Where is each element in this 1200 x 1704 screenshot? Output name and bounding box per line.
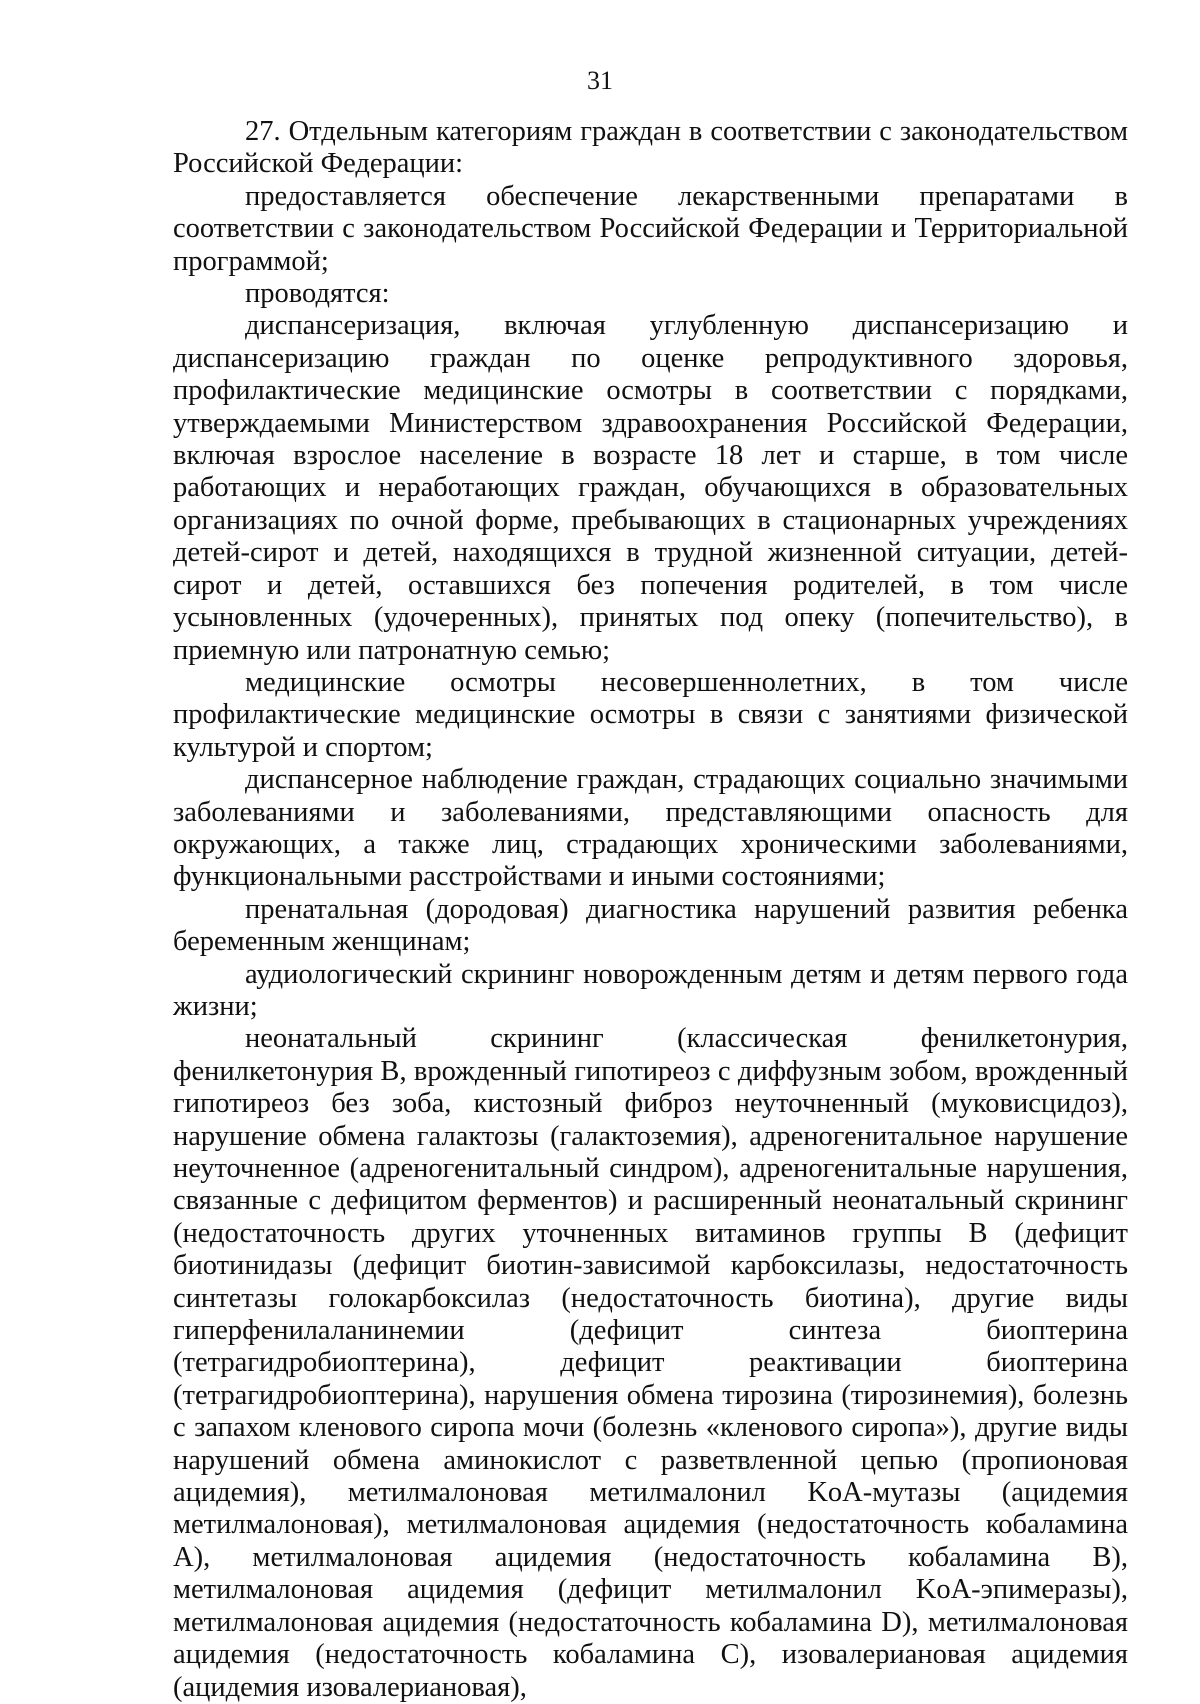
paragraph-prenatal-diagnostics: пренатальная (дородовая) диагностика нарушений развития ребенка беременным женщинам; (173, 893, 1128, 958)
document-body (173, 116, 1128, 1704)
paragraph-minors-exams: медицинские осмотры несовершеннолетних, в том числе профилактические медицинские осмотры в связи с занятиями физической культурой и спортом; (173, 666, 1128, 763)
paragraph-audiological-screening: аудиологический скрининг новорожденным детям и детям первого года жизни; (173, 958, 1128, 1022)
paragraph-dispensary-observation: диспансерное наблюдение граждан, страдающих социально значимыми заболеваниями и заболеваниями, представляющими опасность для окружающих, а также лиц, страдающих хроническими заболеваниями, функциональными расстройствами и иными состояниями; (173, 764, 1128, 893)
paragraph-dispensarization: диспансеризация, включая углубленную диспансеризацию и диспансеризацию граждан по оценке репродуктивного здоровья, профилактические медицинские осмотры в соответствии с порядками, утверждаемыми Министерством здравоохранения Российской Федерации, включая взрослое население в возрасте 18 лет и старше, в том числе работающих и неработающих граждан, обучающихся в образовательных организациях по очной форме, пребывающих в стационарных учреждениях детей-сирот и детей, находящихся в трудной жизненной ситуации, детей-сирот и детей, оставшихся без попечения родителей, в том числе усыновленных (удочеренных), принятых под опеку (попечительство), в приемную или патронатную семью; (173, 310, 1128, 666)
paragraph-conducted: проводятся: (245, 278, 390, 310)
paragraph-medicines: предоставляется обеспечение лекарственными препаратами в соответствии с законодательством Российской Федерации и Территориальной программой; (173, 180, 1128, 277)
page-number: 31 (587, 66, 613, 95)
paragraph-neonatal-screening: неонатальный скрининг (классическая фенилкетонурия, фенилкетонурия B, врожденный гипотиреоз с диффузным зобом, врожденный гипотиреоз без зоба, кистозный фиброз неуточненный (муковисцидоз), нарушение обмена галактозы (галактоземия), адреногенитальное нарушение неуточненное (адреногенитальный синдром), адреногенитальные нарушения, связанные с дефицитом ферментов) и расширенный неонатальный скрининг (недостаточность других уточненных витаминов группы B (дефицит биотинидазы (дефицит биотин-зависимой карбоксилазы, недостаточность синтетазы голокарбоксилаз (недостаточность биотина), другие виды гиперфенилаланинемии (дефицит синтеза биоптерина (тетрагидробиоптерина), дефицит реактивации биоптерина (тетрагидробиоптерина), нарушения обмена тирозина (тирозинемия), болезнь с запахом кленового сиропа мочи (болезнь «кленового сиропа»), другие виды нарушений обмена аминокислот с разветвленной цепью (пропионовая ацидемия), метилмалоновая метилмалонил KoA-мутазы (ацидемия метилмалоновая), метилмалоновая ацидемия (недостаточность кобаламина A), метилмалоновая ацидемия (недостаточность кобаламина B), метилмалоновая ацидемия (дефицит метилмалонил KoA-эпимеразы), метилмалоновая ацидемия (недостаточность кобаламина D), метилмалоновая ацидемия (недостаточность кобаламина C), изовалериановая ацидемия (ацидемия изовалериановая), (173, 1023, 1128, 1703)
paragraph-item-27-intro: 27. Отдельным категориям граждан в соответствии с законодательством Российской Федерации: (173, 116, 1128, 180)
